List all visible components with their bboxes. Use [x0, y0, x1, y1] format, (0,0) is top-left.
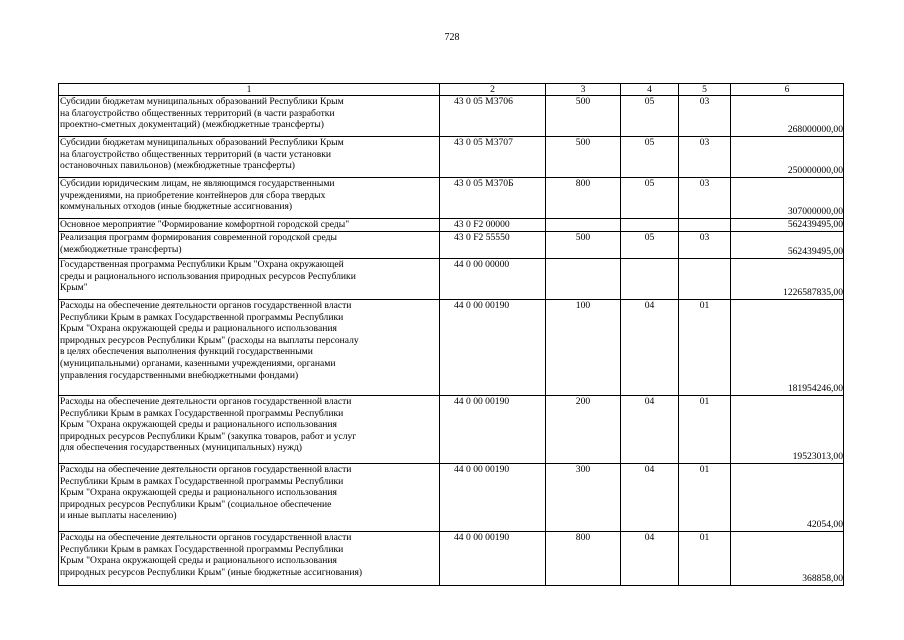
row-code-cell: 44 0 00 00190: [440, 300, 546, 396]
table-row: [59, 532, 844, 586]
row-name-cell: Расходы на обеспечение деятельности органов государственной власти Республики Крым в рамках Государственной программы Республики Крым "Охрана окружающей среды и рационального использования природных ресурсов Республики Крым" (социальное обеспечение и иные выплаты населению): [59, 464, 440, 532]
page-number: 728: [444, 32, 460, 43]
row-code-cell: 44 0 00 00190: [440, 396, 546, 464]
budget-table: [58, 83, 844, 586]
row-expense-type-cell: 500: [546, 232, 621, 259]
column-header-1: 1: [59, 84, 440, 96]
row-subsection-cell: 01: [679, 300, 731, 396]
row-code-cell: 43 0 F2 55550: [440, 232, 546, 259]
row-code-cell: 43 0 05 M370Б: [440, 178, 546, 219]
table-row: [59, 232, 844, 259]
column-header-2: 2: [440, 84, 546, 96]
row-section-cell: 04: [621, 396, 679, 464]
row-amount-cell: 268000000,00: [731, 96, 844, 137]
row-section-cell: [621, 219, 679, 232]
table-row: [59, 464, 844, 532]
row-amount-cell: 562439495,00: [731, 219, 844, 232]
row-name-cell: Реализация программ формирования современной городской среды (межбюджетные трансферты): [59, 232, 440, 259]
row-expense-type-cell: 800: [546, 178, 621, 219]
row-section-cell: [621, 259, 679, 300]
row-section-cell: 04: [621, 464, 679, 532]
row-name-cell: Субсидии бюджетам муниципальных образований Республики Крым на благоустройство общественных территорий (в части разработки проектно-сметных документаций) (межбюджетные трансферты): [59, 96, 440, 137]
row-expense-type-cell: [546, 259, 621, 300]
row-subsection-cell: 03: [679, 178, 731, 219]
row-amount-cell: 250000000,00: [731, 137, 844, 178]
column-header-5: 5: [679, 84, 731, 96]
row-expense-type-cell: 500: [546, 137, 621, 178]
row-amount-cell: 1226587835,00: [731, 259, 844, 300]
table-row: [59, 300, 844, 396]
row-amount-cell: 42054,00: [731, 464, 844, 532]
row-section-cell: 05: [621, 137, 679, 178]
row-code-cell: 44 0 00 00190: [440, 532, 546, 586]
row-section-cell: 04: [621, 300, 679, 396]
table-row: [59, 396, 844, 464]
row-expense-type-cell: 300: [546, 464, 621, 532]
row-amount-cell: 181954246,00: [731, 300, 844, 396]
table-row: [59, 96, 844, 137]
row-amount-cell: 562439495,00: [731, 232, 844, 259]
row-section-cell: 05: [621, 232, 679, 259]
row-name-cell: Субсидии бюджетам муниципальных образований Республики Крым на благоустройство общественных территорий (в части установки остановочных павильонов) (межбюджетные трансферты): [59, 137, 440, 178]
row-name-cell: Расходы на обеспечение деятельности органов государственной власти Республики Крым в рамках Государственной программы Республики Крым "Охрана окружающей среды и рационального использования природных ресурсов Республики Крым" (расходы на выплаты персоналу в целях обеспечения выполнения функций государственными (муниципальными) органами, казенными учреждениями, органами управления государственными внебюджетными фондами): [59, 300, 440, 396]
row-subsection-cell: [679, 259, 731, 300]
column-header-4: 4: [621, 84, 679, 96]
row-subsection-cell: 03: [679, 96, 731, 137]
row-expense-type-cell: 200: [546, 396, 621, 464]
row-expense-type-cell: 500: [546, 96, 621, 137]
row-amount-cell: 19523013,00: [731, 396, 844, 464]
row-section-cell: 05: [621, 178, 679, 219]
row-name-cell: Расходы на обеспечение деятельности органов государственной власти Республики Крым в рамках Государственной программы Республики Крым "Охрана окружающей среды и рационального использования природных ресурсов Республики Крым" (иные бюджетные ассигнования): [59, 532, 440, 586]
row-subsection-cell: 01: [679, 396, 731, 464]
row-code-cell: 44 0 00 00000: [440, 259, 546, 300]
row-section-cell: 04: [621, 532, 679, 586]
row-subsection-cell: [679, 219, 731, 232]
row-expense-type-cell: 100: [546, 300, 621, 396]
row-section-cell: 05: [621, 96, 679, 137]
row-subsection-cell: 03: [679, 232, 731, 259]
row-code-cell: 43 0 05 M3707: [440, 137, 546, 178]
table-header-row: [59, 84, 844, 96]
row-code-cell: 44 0 00 00190: [440, 464, 546, 532]
row-subsection-cell: 01: [679, 464, 731, 532]
table-row: [59, 178, 844, 219]
row-name-cell: Государственная программа Республики Крым "Охрана окружающей среды и рационального использования природных ресурсов Республики Крым": [59, 259, 440, 300]
row-name-cell: Основное мероприятие "Формирование комфортной городской среды": [59, 219, 440, 232]
row-name-cell: Расходы на обеспечение деятельности органов государственной власти Республики Крым в рамках Государственной программы Республики Крым "Охрана окружающей среды и рационального использования природных ресурсов Республики Крым" (закупка товаров, работ и услуг для обеспечения государственных (муниципальных) нужд): [59, 396, 440, 464]
row-expense-type-cell: [546, 219, 621, 232]
row-subsection-cell: 03: [679, 137, 731, 178]
row-code-cell: 43 0 F2 00000: [440, 219, 546, 232]
row-amount-cell: 368858,00: [731, 532, 844, 586]
row-amount-cell: 307000000,00: [731, 178, 844, 219]
row-expense-type-cell: 800: [546, 532, 621, 586]
table-row: [59, 137, 844, 178]
row-code-cell: 43 0 05 M3706: [440, 96, 546, 137]
column-header-6: 6: [731, 84, 844, 96]
row-subsection-cell: 01: [679, 532, 731, 586]
row-name-cell: Субсидии юридическим лицам, не являющимся государственными учреждениями, на приобретение контейнеров для сбора твердых коммунальных отходов (иные бюджетные ассигнования): [59, 178, 440, 219]
table-row: [59, 259, 844, 300]
column-header-3: 3: [546, 84, 621, 96]
table-row: [59, 219, 844, 232]
